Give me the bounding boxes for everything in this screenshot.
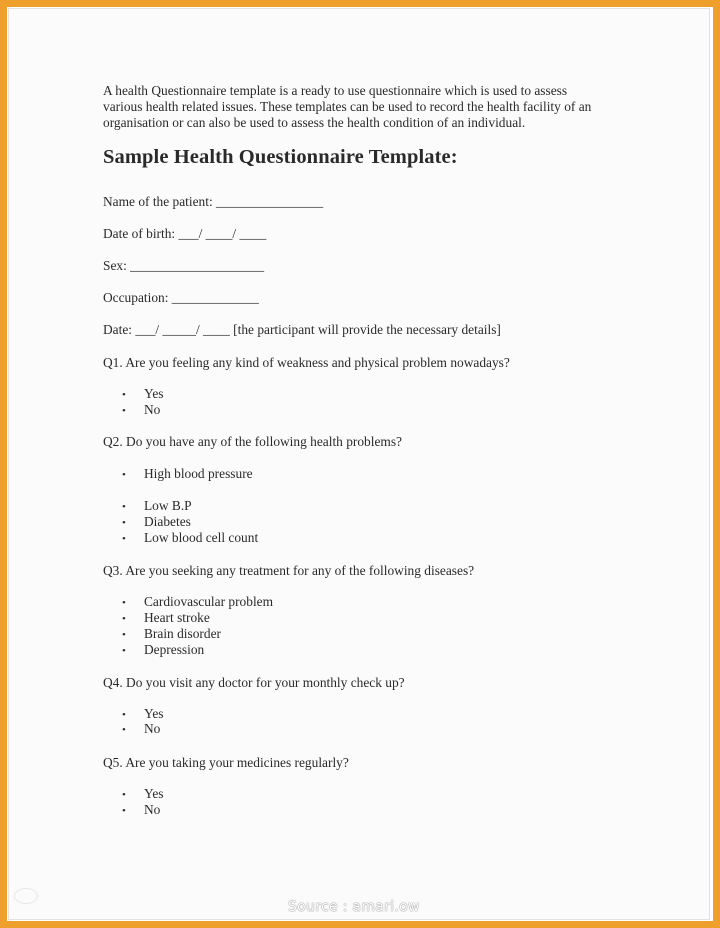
question-3: Q3. Are you seeking any treatment for any of the following diseases? [103, 563, 475, 578]
q1-option-no: No [144, 402, 161, 417]
bullet-icon: • [122, 789, 126, 801]
bullet-icon: • [122, 805, 126, 817]
question-4: Q4. Do you visit any doctor for your monthly check up? [103, 675, 405, 690]
q2-option-low-bp: Low B.P [144, 498, 192, 513]
bullet-icon: • [122, 724, 126, 736]
q3-option-depression: Depression [144, 642, 205, 657]
q3-option-heart-stroke: Heart stroke [144, 610, 210, 625]
document-title: Sample Health Questionnaire Template: [103, 146, 458, 168]
q4-option-no: No [144, 721, 161, 736]
q3-option-cardiovascular: Cardiovascular problem [144, 594, 274, 609]
bullet-icon: • [122, 501, 126, 513]
bullet-icon: • [122, 613, 126, 625]
bullet-icon: • [122, 645, 126, 657]
bullet-icon: • [122, 597, 126, 609]
document-page [8, 8, 710, 920]
field-patient-name: Name of the patient: ________________ [103, 194, 324, 209]
question-5: Q5. Are you taking your medicines regularly? [103, 755, 349, 770]
q5-option-no: No [144, 802, 161, 817]
bullet-icon: • [122, 709, 126, 721]
field-occupation: Occupation: _____________ [103, 290, 259, 305]
q2-option-high-bp: High blood pressure [144, 466, 253, 481]
bullet-icon: • [122, 405, 126, 417]
q4-option-yes: Yes [144, 706, 164, 721]
bullet-icon: • [122, 629, 126, 641]
field-sex: Sex: ____________________ [103, 258, 265, 273]
bullet-icon: • [122, 517, 126, 529]
watermark-logo [14, 888, 38, 904]
q2-option-diabetes: Diabetes [144, 514, 191, 529]
question-1: Q1. Are you feeling any kind of weakness and physical problem nowadays? [103, 355, 510, 370]
question-2: Q2. Do you have any of the following health problems? [103, 434, 402, 449]
source-watermark: Source : amari.ow [288, 899, 420, 915]
q3-option-brain-disorder: Brain disorder [144, 626, 221, 641]
bullet-icon: • [122, 469, 126, 481]
field-date: Date: ___/ _____/ ____ [the participant will provide the necessary details] [103, 322, 501, 337]
intro-paragraph: A health Questionnaire template is a ready to use questionnaire which is used to assess various health related issues. These templates can be used to record the health facility of an organisation or can also be used to assess the health condition of an individual. [103, 83, 592, 130]
q1-option-yes: Yes [144, 386, 164, 401]
q2-option-low-blood-cell: Low blood cell count [144, 530, 259, 545]
q5-option-yes: Yes [144, 786, 164, 801]
bullet-icon: • [122, 533, 126, 545]
bullet-icon: • [122, 389, 126, 401]
field-date-of-birth: Date of birth: ___/ ____/ ____ [103, 226, 267, 241]
